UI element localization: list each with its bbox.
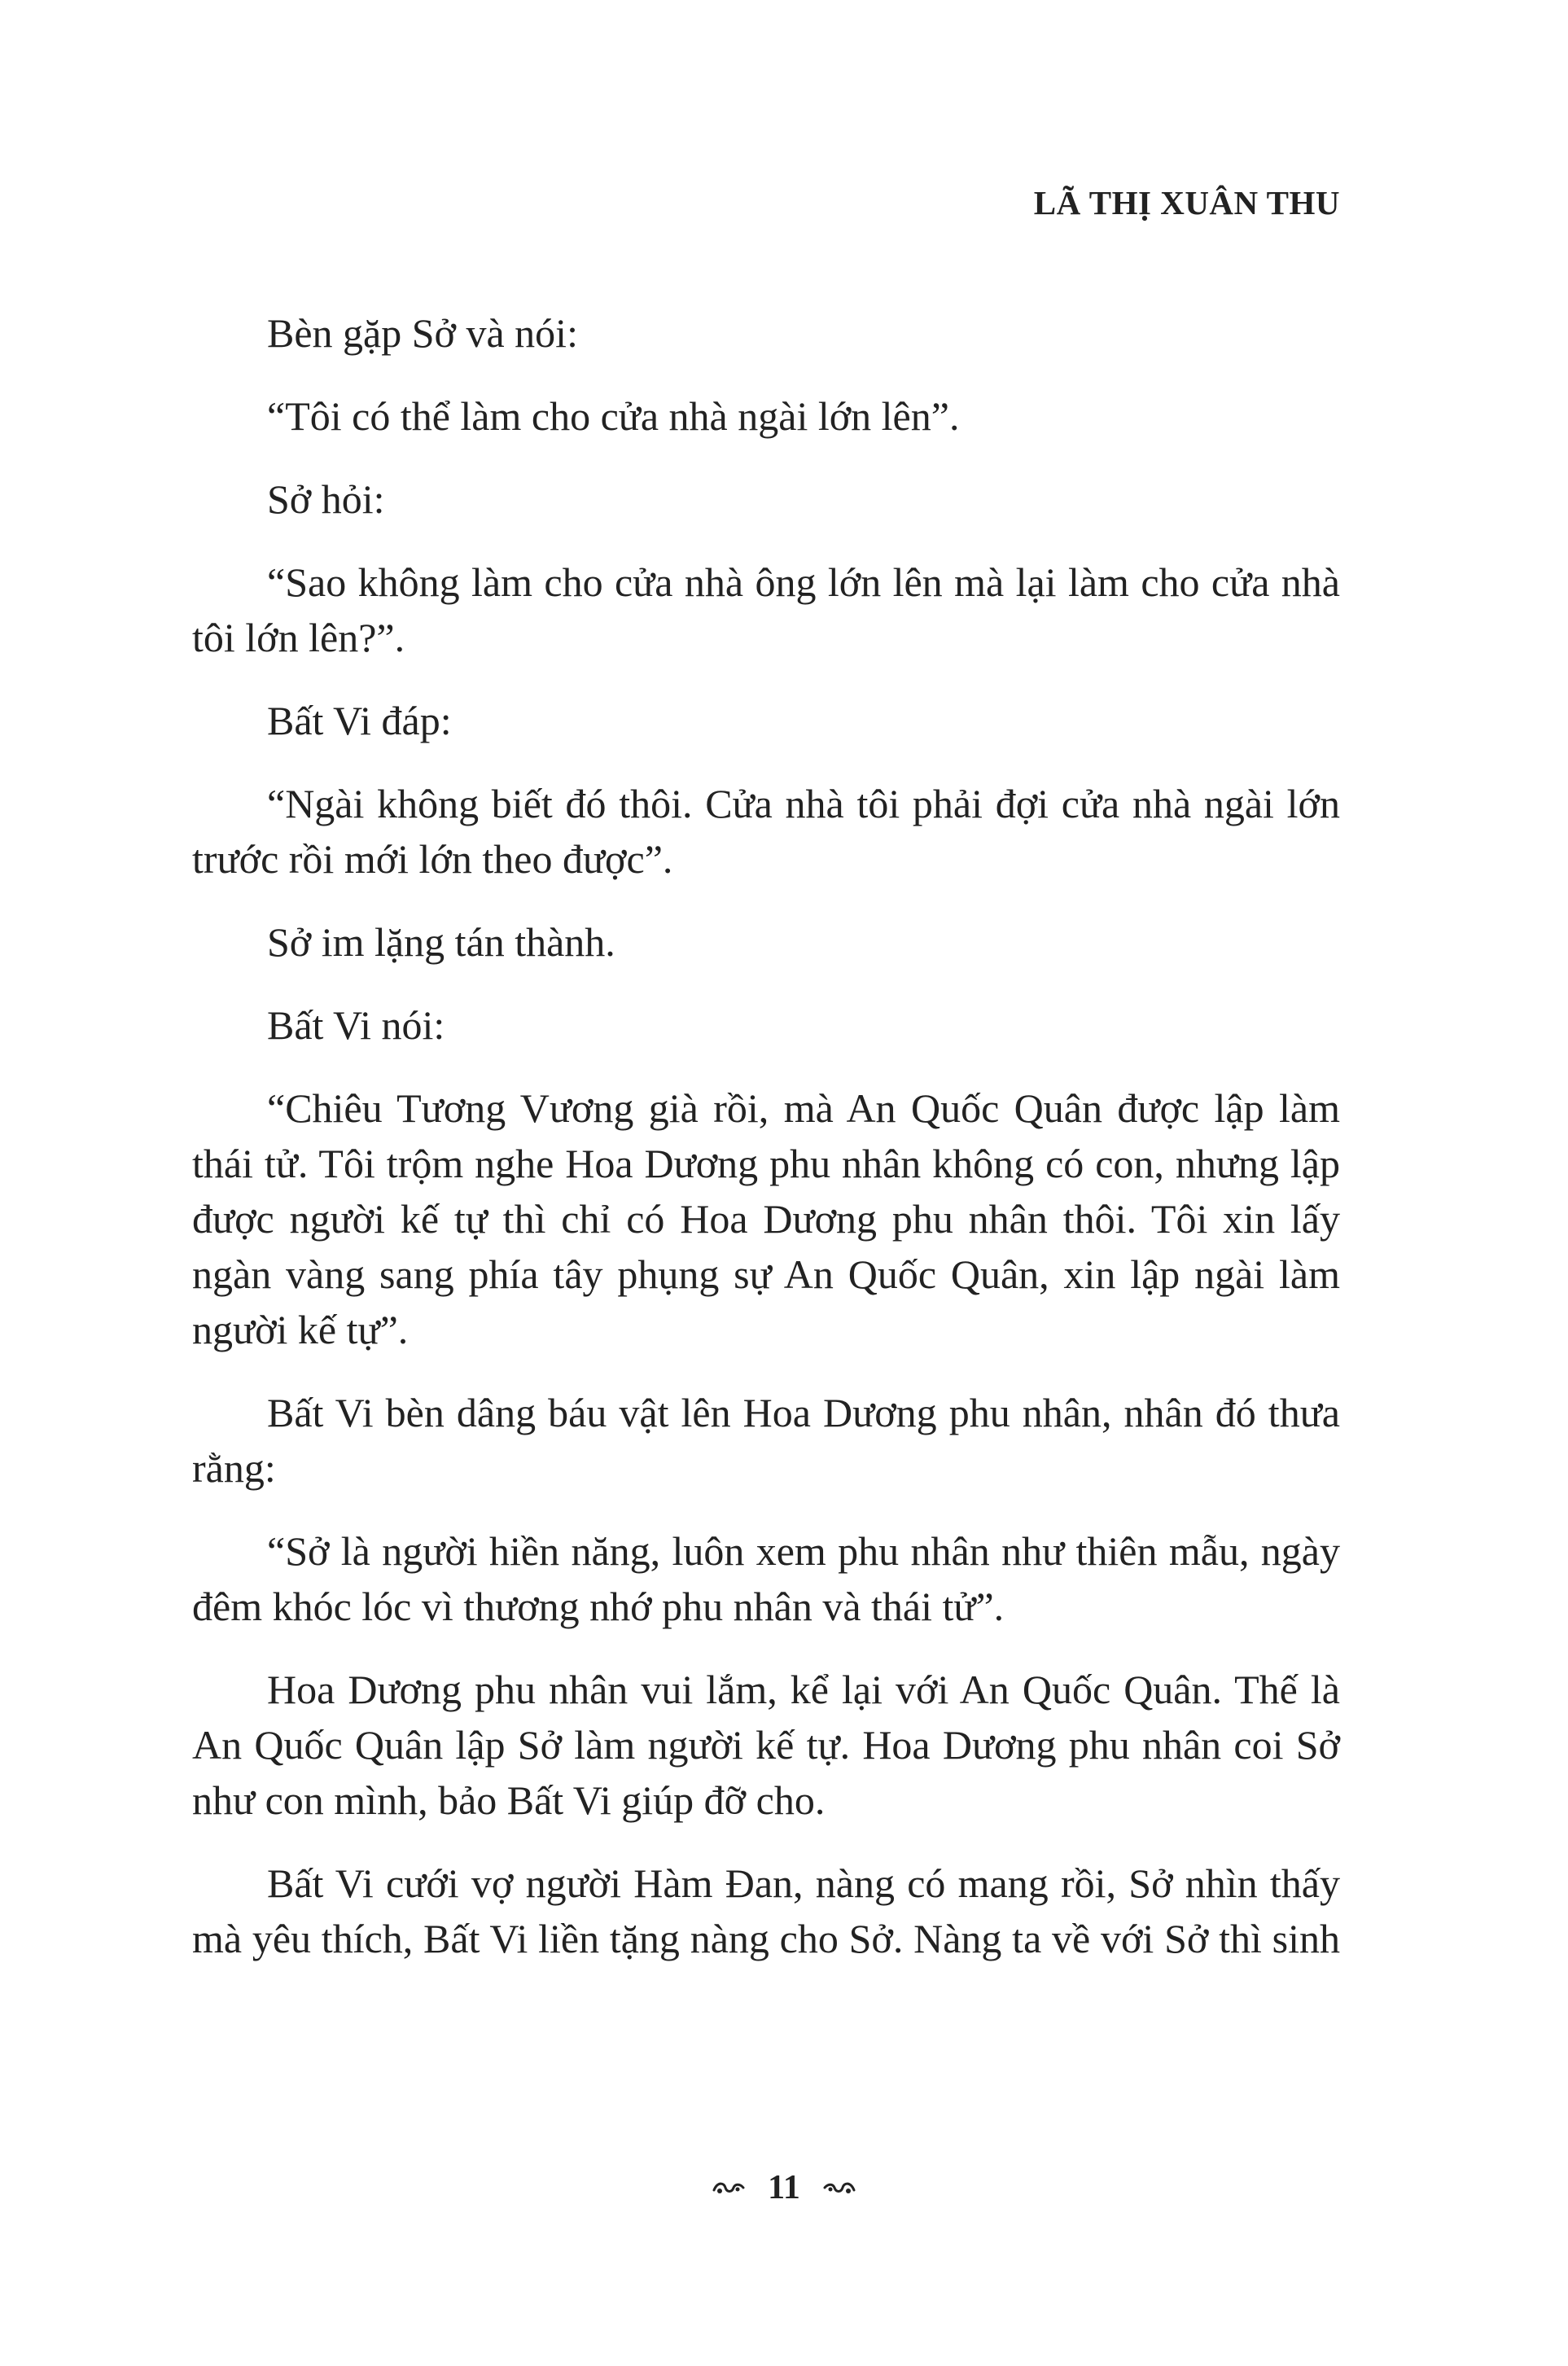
paragraph: “Sao không làm cho cửa nhà ông lớn lên mà lại làm cho cửa nhà tôi lớn lên?”.: [192, 559, 1340, 660]
paragraph: “Chiêu Tương Vương già rồi, mà An Quốc Quân được lập làm thái tử. Tôi trộm nghe Hoa Dương phu nhân không có con, nhưng lập được người kế tự thì chỉ có Hoa Dương phu nhân thôi. Tôi xin lấy ngàn vàng sang phía tây phụng sự An Quốc Quân, xin lập ngài làm người kế tự”.: [192, 1085, 1340, 1352]
page-number: 11: [768, 2169, 800, 2207]
paragraph: Bèn gặp Sở và nói:: [267, 310, 578, 356]
paragraph: Sở im lặng tán thành.: [267, 919, 615, 965]
paragraph: Bất Vi nói:: [267, 1002, 445, 1048]
paragraph: “Sở là người hiền năng, luôn xem phu nhân như thiên mẫu, ngày đêm khóc lóc vì thương nhớ phu nhân và thái tử”.: [192, 1528, 1340, 1629]
paragraph: Bất Vi bèn dâng báu vật lên Hoa Dương phu nhân, nhân đó thưa rằng:: [192, 1390, 1340, 1491]
fleuron-right-icon: [823, 2179, 856, 2197]
page-footer: [0, 2166, 1568, 2207]
paragraph: Sở hỏi:: [267, 476, 385, 522]
body-text: [192, 305, 1340, 1966]
paragraph: Bất Vi đáp:: [267, 698, 452, 743]
running-header-author: LÃ THỊ XUÂN THU: [1033, 184, 1340, 221]
fleuron-left-icon: [712, 2179, 745, 2197]
paragraph: Hoa Dương phu nhân vui lắm, kể lại với An Quốc Quân. Thế là An Quốc Quân lập Sở làm người kế tự. Hoa Dương phu nhân coi Sở như con mình, bảo Bất Vi giúp đỡ cho.: [192, 1667, 1340, 1823]
paragraph: “Ngài không biết đó thôi. Cửa nhà tôi phải đợi cửa nhà ngài lớn trước rồi mới lớn theo được”.: [192, 781, 1340, 882]
paragraph: “Tôi có thể làm cho cửa nhà ngài lớn lên”.: [267, 393, 960, 439]
paragraph: Bất Vi cưới vợ người Hàm Đan, nàng có mang rồi, Sở nhìn thấy mà yêu thích, Bất Vi liền tặng nàng cho Sở. Nàng ta về với Sở thì sinh: [192, 1860, 1340, 1961]
